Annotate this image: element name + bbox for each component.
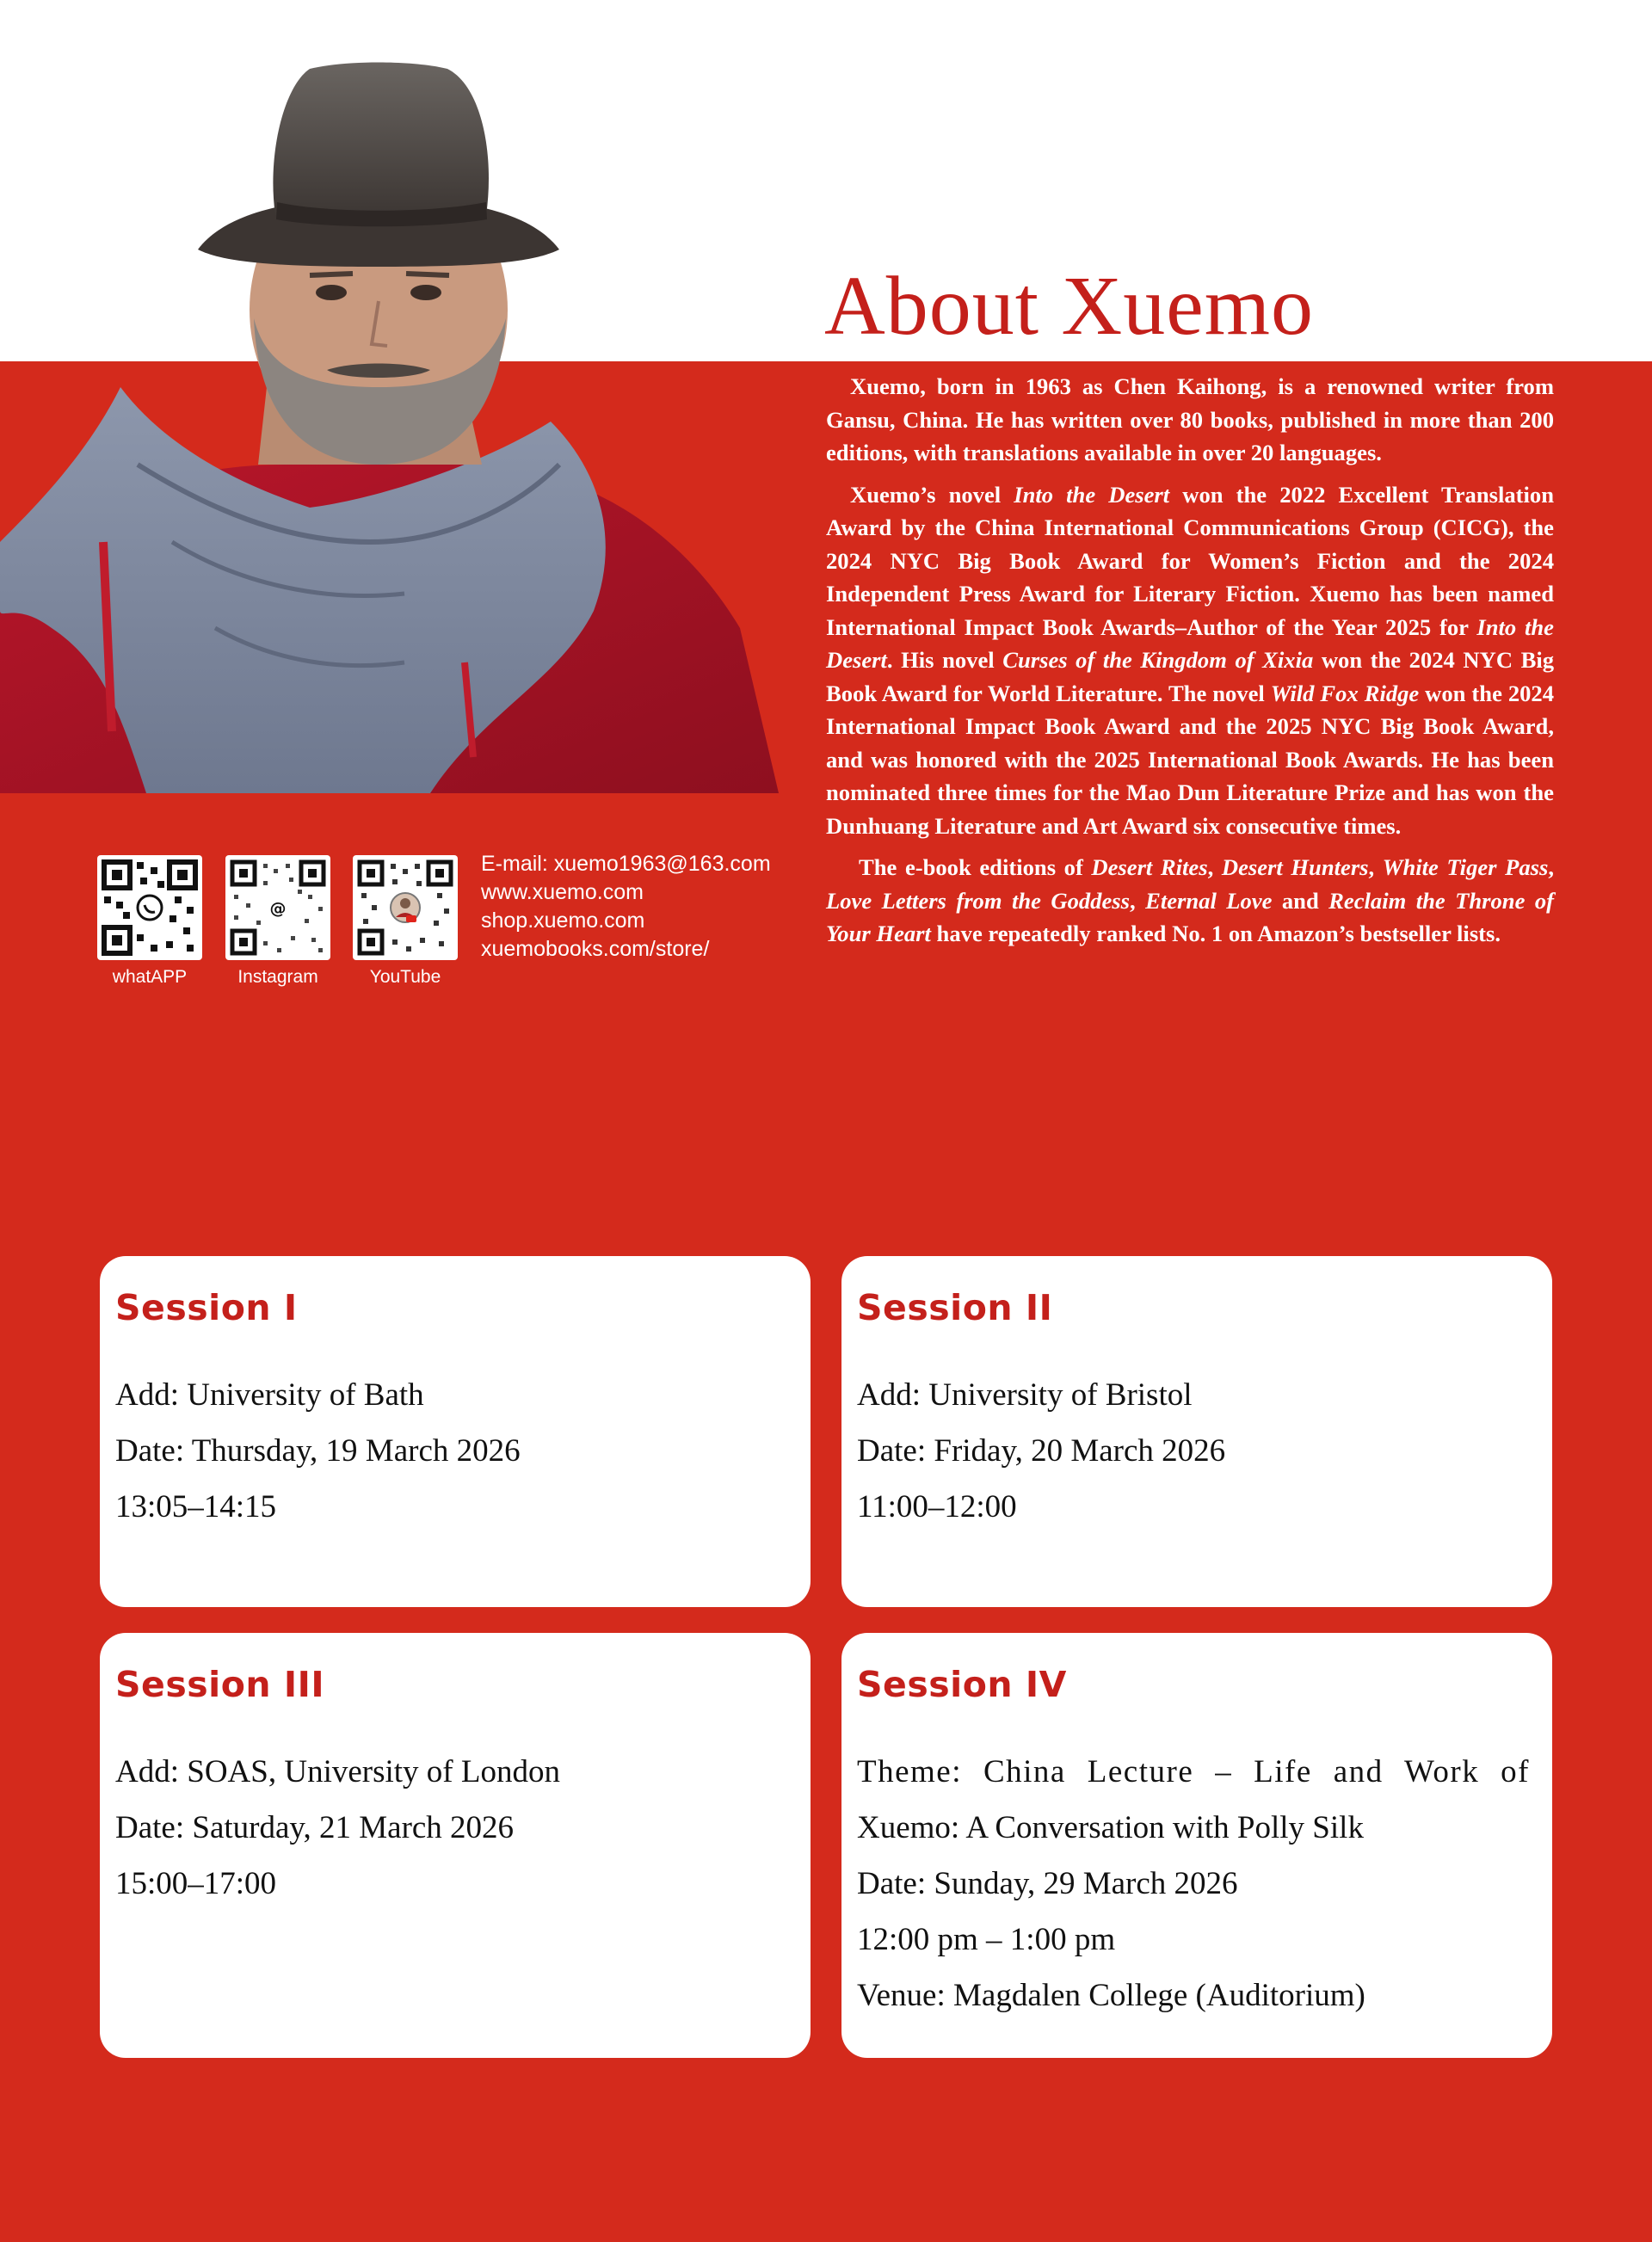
qr-code[interactable]: [97, 855, 202, 960]
session-card-1: [100, 1256, 811, 1607]
session-details: [115, 1753, 788, 1921]
book-title: Curses of the Kingdom of Xixia: [1002, 647, 1314, 673]
book-title: Reclaim the Throne of Your Heart: [826, 887, 1554, 946]
bio-p2-text: won the 2022 Excellent Translation Award by the China International Communications Group (CICG), the 2024 NYC Big Book Award for Women’s Fiction and the 2024 Independent Press Award for Literary Fiction. Xuemo has been named International Impact Book Awards–Author of the Year 2025 for: [826, 481, 1554, 640]
bio-p3-text: The e-book editions of: [859, 854, 1092, 880]
session-title: Session I: [115, 1287, 298, 1328]
session-address: Add: University of Bristol: [857, 1377, 1193, 1413]
session-details: [115, 1377, 788, 1544]
website-link[interactable]: www.xuemo.com: [481, 880, 644, 904]
qr-label: YouTube: [369, 967, 441, 987]
bio-paragraph-1: [826, 370, 1554, 470]
book-title: Desert Rites: [1091, 854, 1208, 880]
bio-p2-text: won the 2024 International Impact Book Award and the 2025 NYC Big Book Award, and was honored with the 2025 International Book Awards. He has been nominated three times for the Mao Dun Literature Prize and has won the Dunhuang Literature and Art Award six consecutive times.: [826, 680, 1555, 839]
session-card-4: [841, 1633, 1552, 2058]
session-details: [857, 1753, 1530, 2033]
bio-p2-text: . His novel: [886, 647, 1003, 673]
threads-icon: @: [269, 899, 287, 918]
session-card-3: [100, 1633, 811, 2058]
qr-instagram[interactable]: [225, 855, 330, 988]
session-address: Add: SOAS, University of London: [115, 1754, 560, 1789]
bio-p2-text: Xuemo’s novel: [850, 481, 1014, 508]
session-address: Add: University of Bath: [115, 1377, 424, 1413]
author-portrait: [0, 60, 785, 793]
book-title: Wild Fox Ridge: [1270, 680, 1420, 706]
bio-p2-text: won the 2024 NYC Big Book Award for World Literature. The novel: [826, 647, 1555, 706]
bio-p3-text: have repeatedly ranked No. 1 on Amazon’s bestseller lists.: [930, 921, 1501, 946]
book-title: White Tiger Pass: [1382, 854, 1549, 880]
qr-label: Instagram: [237, 967, 318, 987]
book-title: Into the Desert: [1014, 481, 1170, 508]
session-date: Date: Thursday, 19 March 2026: [115, 1433, 521, 1469]
qr-whatsapp[interactable]: [97, 855, 202, 988]
shop-link[interactable]: shop.xuemo.com: [481, 909, 645, 933]
session-time: 11:00–12:00: [857, 1489, 1017, 1524]
qr-label: whatAPP: [112, 967, 188, 987]
session-details: [857, 1377, 1530, 1544]
page-title: About Xuemo: [824, 260, 1314, 353]
bio-p3-text: ,: [1129, 887, 1146, 914]
session-theme: Theme: China Lecture – Life and Work of: [857, 1754, 1530, 1789]
book-title: Eternal Love: [1145, 887, 1273, 914]
bio-p1-text: Xuemo, born in 1963 as Chen Kaihong, is a renowned writer from Gansu, China. He has written over 80 books, published in more than 200 editions, with translations available in over 20 languages.: [826, 373, 1554, 465]
session-time: 13:05–14:15: [115, 1489, 277, 1524]
session-time: 12:00 pm – 1:00 pm: [857, 1922, 1116, 1957]
bio-paragraph-3: [826, 851, 1554, 951]
bio-paragraph-2: [826, 478, 1554, 843]
session-date: Date: Friday, 20 March 2026: [857, 1433, 1226, 1469]
email-link[interactable]: E-mail: xuemo1963@163.com: [481, 852, 771, 876]
book-title: Into the Desert: [826, 613, 1554, 673]
whatsapp-icon: [138, 896, 162, 920]
session-title: Session IV: [857, 1664, 1067, 1705]
store-link[interactable]: xuemobooks.com/store/: [481, 937, 710, 961]
book-title: Desert Hunters: [1221, 854, 1369, 880]
bio-p3-text: ,: [1548, 854, 1555, 880]
qr-youtube[interactable]: [353, 855, 458, 988]
qr-code[interactable]: [353, 855, 458, 960]
session-venue: Venue: Magdalen College (Auditorium): [857, 1978, 1365, 2013]
session-card-2: [841, 1256, 1552, 1607]
session-date: Date: Sunday, 29 March 2026: [857, 1866, 1238, 1901]
session-title: Session II: [857, 1287, 1053, 1328]
bio-p3-text: ,: [1368, 854, 1383, 880]
qr-code[interactable]: [225, 855, 330, 960]
contact-info: [481, 850, 771, 964]
session-theme-continued: Xuemo: A Conversation with Polly Silk: [857, 1810, 1364, 1845]
bio-p3-text: ,: [1207, 854, 1222, 880]
session-time: 15:00–17:00: [115, 1866, 277, 1901]
session-date: Date: Saturday, 21 March 2026: [115, 1810, 515, 1845]
bio-text: [826, 370, 1554, 959]
bio-p3-text: and: [1272, 887, 1329, 914]
session-title: Session III: [115, 1664, 325, 1705]
book-title: Love Letters from the Goddess: [826, 887, 1130, 914]
